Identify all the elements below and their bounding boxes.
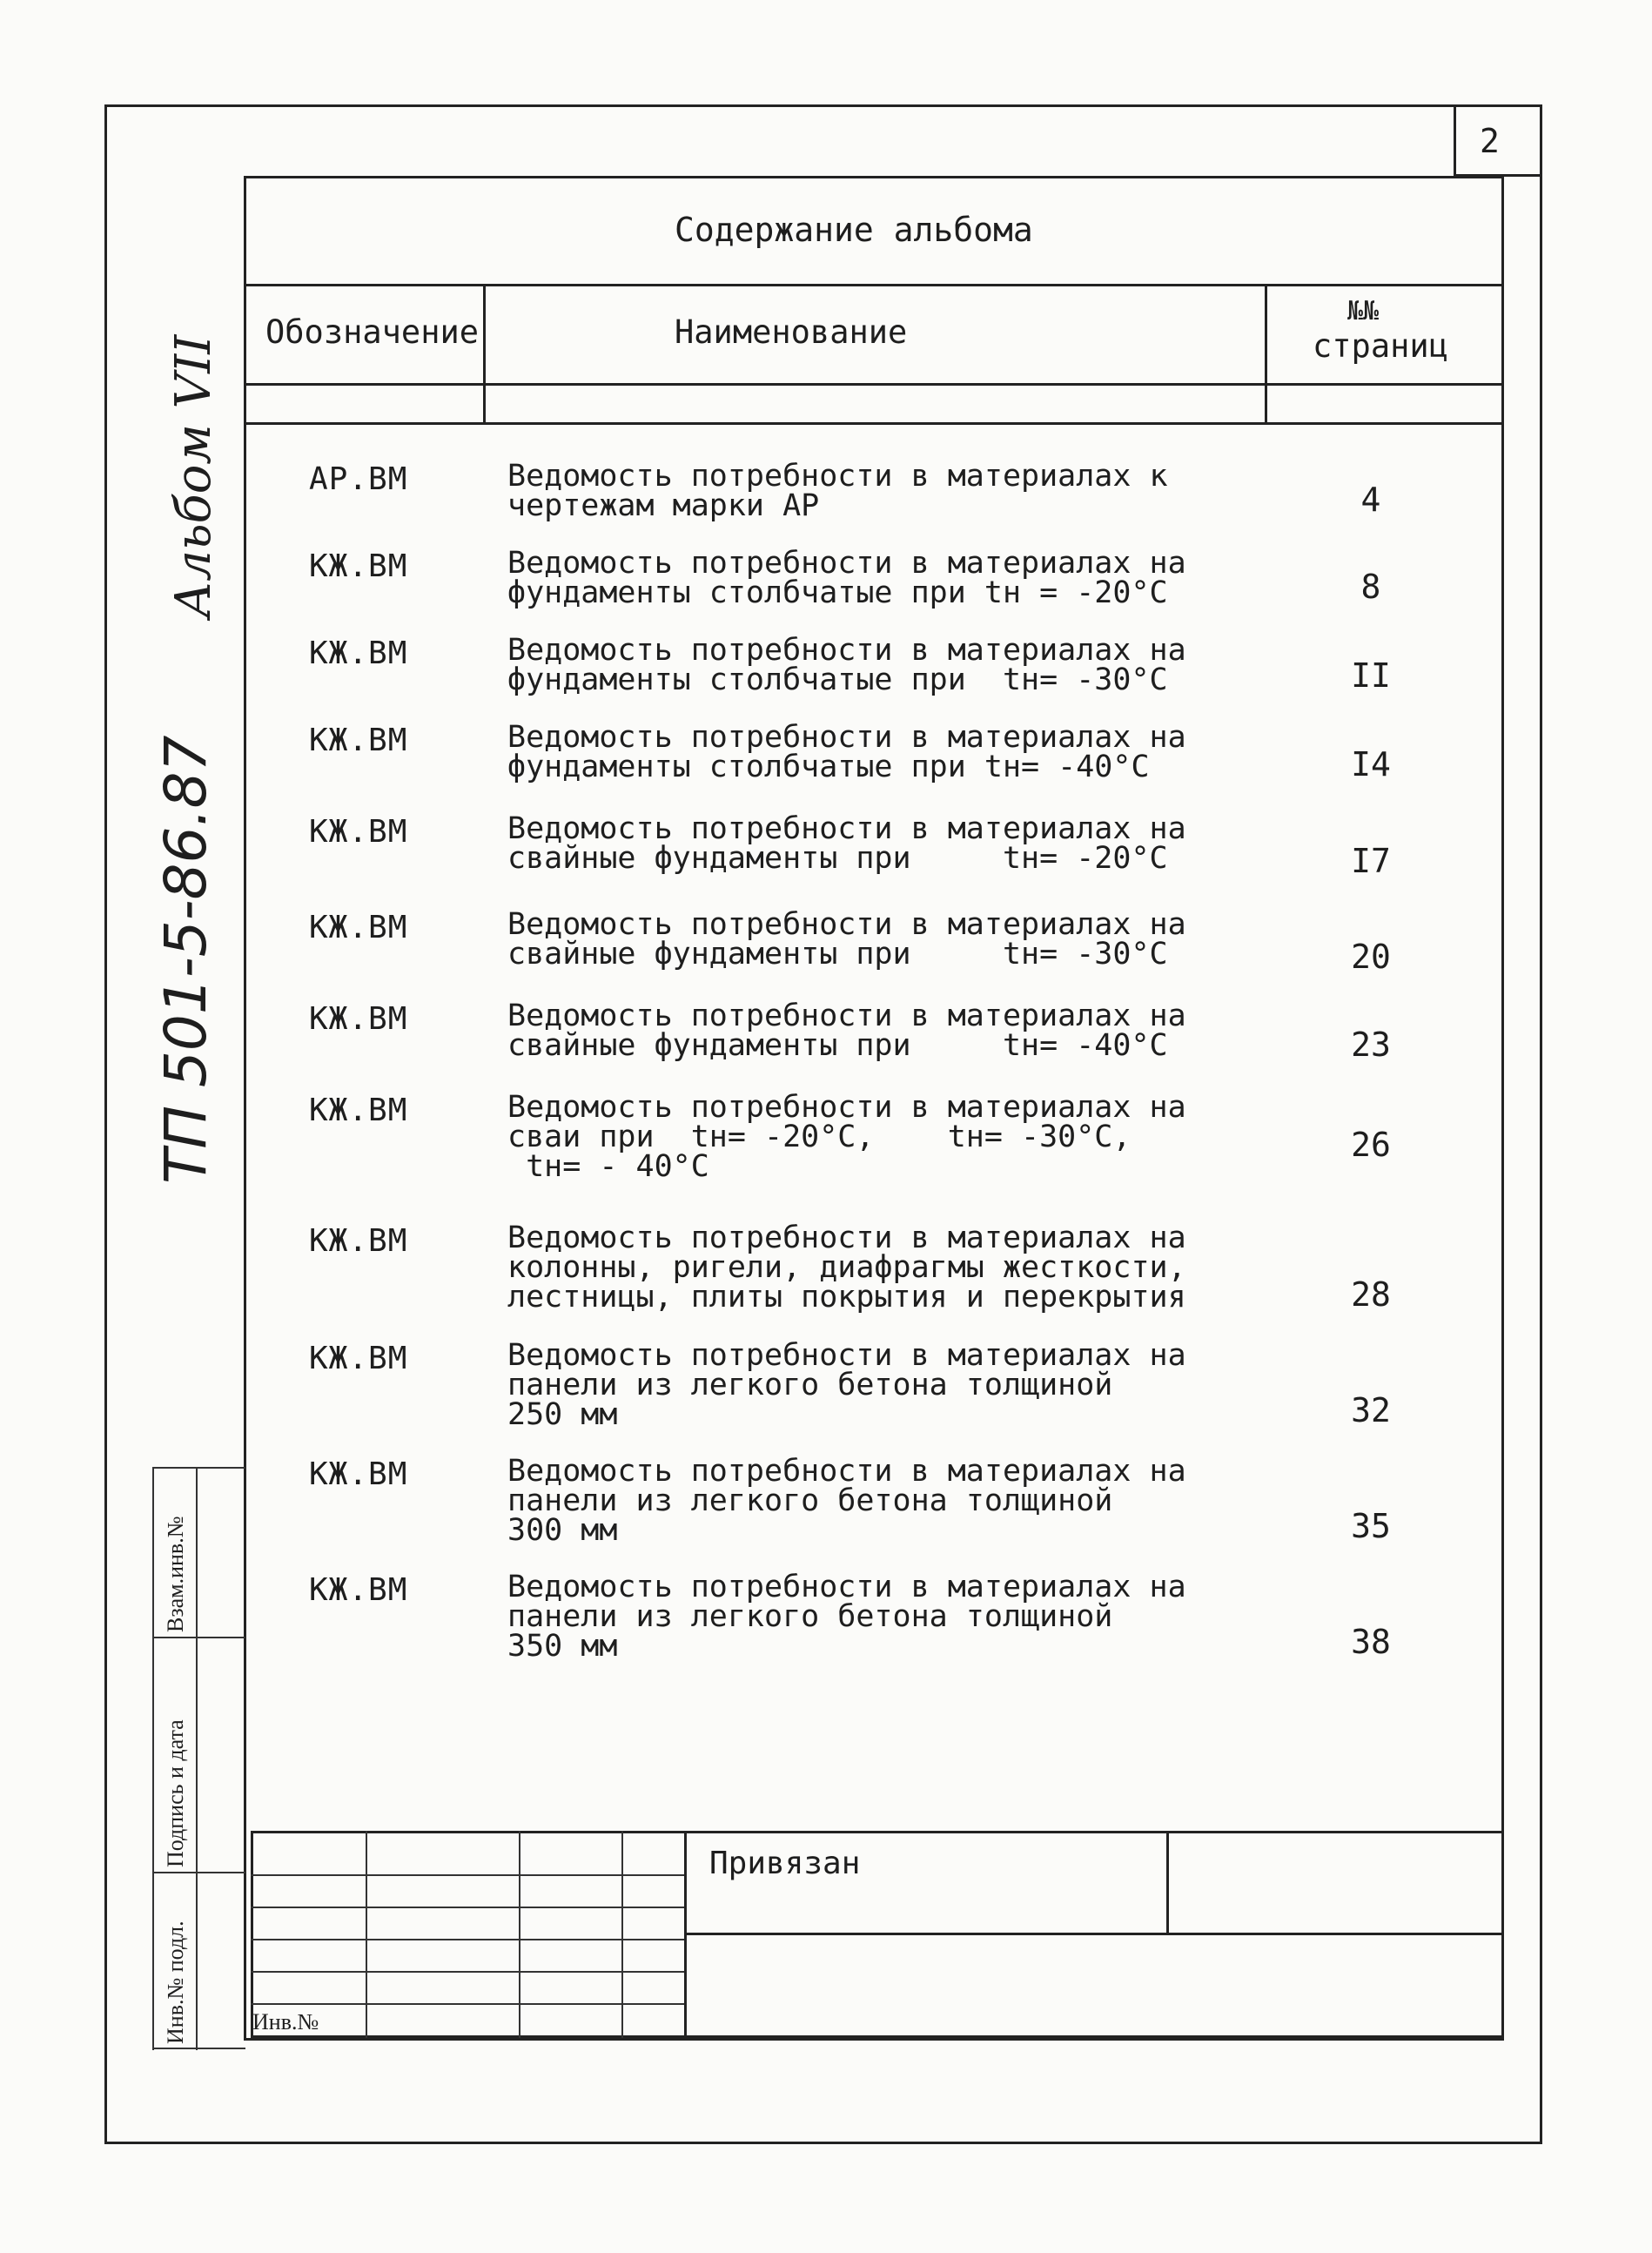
row-code: КЖ.ВМ [309,1341,408,1376]
row-name: Ведомость потребности в материалах на свайные фундаменты при tн= -20°С [507,811,1186,876]
row-page: II [1351,656,1391,695]
row-code: КЖ.ВМ [309,910,408,945]
row-code: КЖ.ВМ [309,636,408,671]
row-page: 26 [1351,1126,1391,1164]
row-name: Ведомость потребности в материалах на сваи при tн= -20°С, tн= -30°С, tн= - 40°С [507,1090,1186,1184]
row-name: Ведомость потребности в материалах на фундаменты столбчатые при tн= -40°С [507,720,1186,784]
row-name: Ведомость потребности в материалах на свайные фундаменты при tн= -40°С [507,999,1186,1063]
album-label: Альбом VII [165,334,222,618]
stamp-replacement-inventory-label: Взам.инв.№ [163,1516,188,1632]
row-code: КЖ.ВМ [309,1001,408,1037]
row-code: КЖ.ВМ [309,1223,408,1259]
row-name: Ведомость потребности в материалах на панели из легкого бетона толщиной 350 мм [507,1570,1186,1664]
row-code: КЖ.ВМ [309,1456,408,1492]
row-page: 23 [1351,1026,1391,1064]
row-page: 4 [1360,481,1381,519]
row-page: 28 [1351,1275,1391,1314]
row-code: КЖ.ВМ [309,814,408,850]
column-header-pages-number: №№ [1347,296,1380,326]
row-code: КЖ.ВМ [309,723,408,758]
page-number: 2 [1480,122,1500,160]
row-name: Ведомость потребности в материалах на фундаменты столбчатые при tн = -20°С [507,546,1186,610]
row-code: КЖ.ВМ [309,1093,408,1128]
stamp-inventory-label: Инв.№ [252,2009,319,2034]
row-page: 8 [1360,568,1381,606]
row-name: Ведомость потребности в материалах на свайные фундаменты при tн= -30°С [507,907,1186,972]
row-page: 32 [1351,1391,1391,1429]
column-header-designation: Обозначение [265,313,480,351]
row-page: 20 [1351,938,1391,976]
row-name: Ведомость потребности в материалах на панели из легкого бетона толщиной 300 мм [507,1454,1186,1548]
row-code: КЖ.ВМ [309,548,408,584]
stamp-signature-date-label: Подпись и дата [163,1719,188,1867]
row-code: АР.ВМ [309,461,408,497]
column-header-pages: страниц [1313,327,1448,365]
stamp-original-inventory-label: Инв.№ подл. [163,1920,188,2044]
row-name: Ведомость потребности в материалах на панели из легкого бетона толщиной 250 мм [507,1338,1186,1432]
page-title: Содержание альбома [675,211,1033,249]
row-page: 35 [1351,1507,1391,1545]
row-page: I7 [1351,842,1391,880]
row-name: Ведомость потребности в материалах на колонны, ригели, диафрагмы жесткости, лестницы, плиты покрытия и перекрытия [507,1221,1186,1315]
row-code: КЖ.ВМ [309,1572,408,1608]
stamp-linked-label: Привязан [709,1846,861,1881]
row-page: 38 [1351,1623,1391,1661]
project-code-label: ТП 501-5-86.87 [152,735,219,1184]
row-name: Ведомость потребности в материалах к чертежам марки АР [507,459,1168,523]
row-name: Ведомость потребности в материалах на фундаменты столбчатые при tн= -30°С [507,633,1186,697]
column-header-name: Наименование [675,313,908,351]
row-page: I4 [1351,745,1391,784]
